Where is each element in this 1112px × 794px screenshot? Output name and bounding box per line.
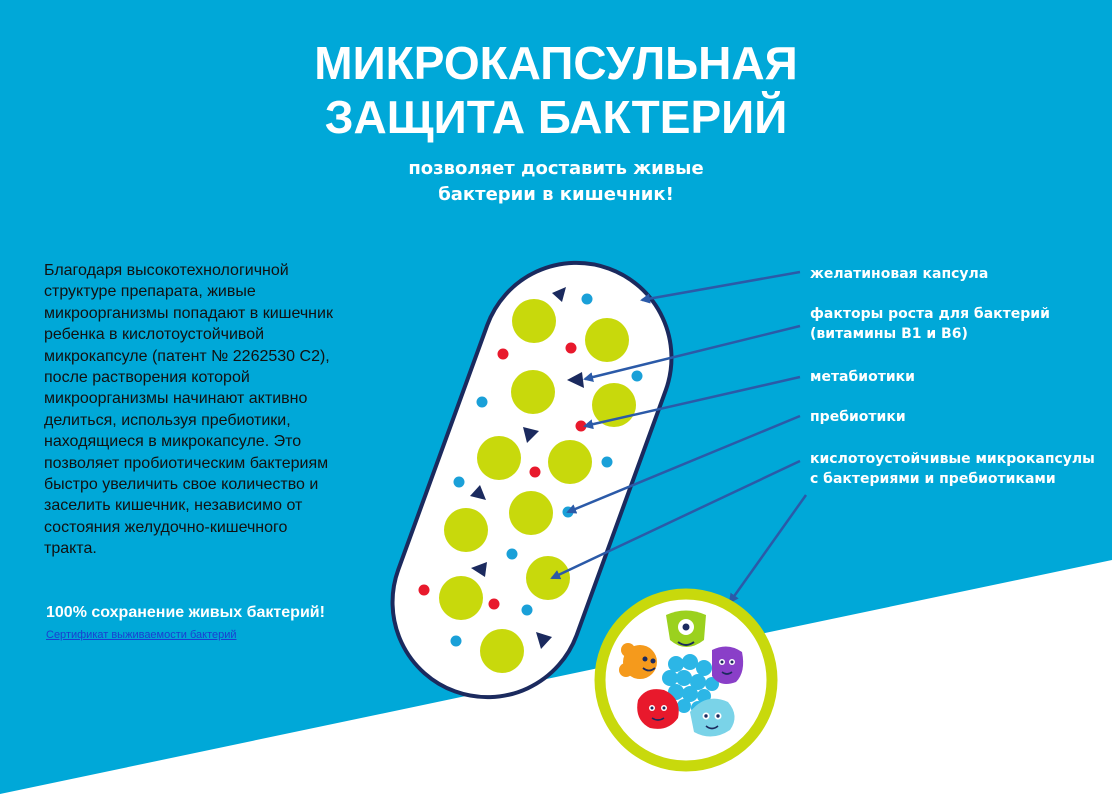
label-gelatin-capsule: желатиновая капсула xyxy=(810,266,989,282)
prebiotic-dot xyxy=(477,397,488,408)
microcapsule xyxy=(444,508,488,552)
arrow-zoom-circle xyxy=(730,495,806,602)
growth-factor-dot xyxy=(530,467,541,478)
title-line-2: ЗАЩИТА БАКТЕРИЙ xyxy=(324,91,788,143)
microcapsule xyxy=(439,576,483,620)
microcapsule xyxy=(477,436,521,480)
green-bacterium-icon xyxy=(666,611,706,648)
microcapsule xyxy=(585,318,629,362)
subtitle-line-2: бактерии в кишечник! xyxy=(438,184,674,205)
label-prebiotics: пребиотики xyxy=(810,409,906,425)
label-growth-factors: факторы роста для бактерий (витамины В1 и В6) xyxy=(810,306,1050,342)
prebiotic-dot xyxy=(632,371,643,382)
title-line-1: МИКРОКАПСУЛЬНАЯ xyxy=(314,37,798,89)
purple-bacterium-icon xyxy=(712,646,743,684)
prebiotic-dot xyxy=(451,636,462,647)
label-acid-resistant-microcapsules: кислотоустойчивые микрокапсулы с бактериями и пребиотиками xyxy=(810,451,1095,487)
prebiotic-dot xyxy=(454,477,465,488)
prebiotic-dot xyxy=(522,605,533,616)
label-metabiotics: метабиотики xyxy=(810,369,915,385)
zoom-circle-illustration xyxy=(600,594,772,766)
microcapsule xyxy=(480,629,524,673)
certificate-link[interactable]: Сертификат выживаемости бактерий xyxy=(46,629,237,641)
subtitle-line-1: позволяет доставить живые xyxy=(408,158,704,179)
microcapsule xyxy=(548,440,592,484)
growth-factor-dot xyxy=(498,349,509,360)
prebiotic-dot xyxy=(507,549,518,560)
microcapsule xyxy=(509,491,553,535)
growth-factor-dot xyxy=(419,585,430,596)
description-paragraph: Благодаря высокотехнологичной структуре препарата, живые микроорганизмы попадают в кишечник ребенка в кислотоустойчивой микрокапсуле (патент № 2262530 С2), после растворения которой микроорганизмы начинают активно делиться, используя пребиотики, находящиеся в микрокапсуле. Это позволяет пробиотическим бактериям быстро увеличить свое количество и заселить кишечник, независимо от состояния желудочно-кишечного тракта. xyxy=(44,262,333,558)
growth-factor-dot xyxy=(576,421,587,432)
growth-factor-dot xyxy=(489,599,500,610)
growth-factor-dot xyxy=(566,343,577,354)
arrow-capsule xyxy=(642,272,800,300)
microcapsule xyxy=(526,556,570,600)
microcapsule xyxy=(512,299,556,343)
preservation-heading: 100% сохранение живых бактерий! xyxy=(46,604,325,621)
prebiotic-dot xyxy=(582,294,593,305)
prebiotic-dot xyxy=(602,457,613,468)
microcapsule xyxy=(511,370,555,414)
